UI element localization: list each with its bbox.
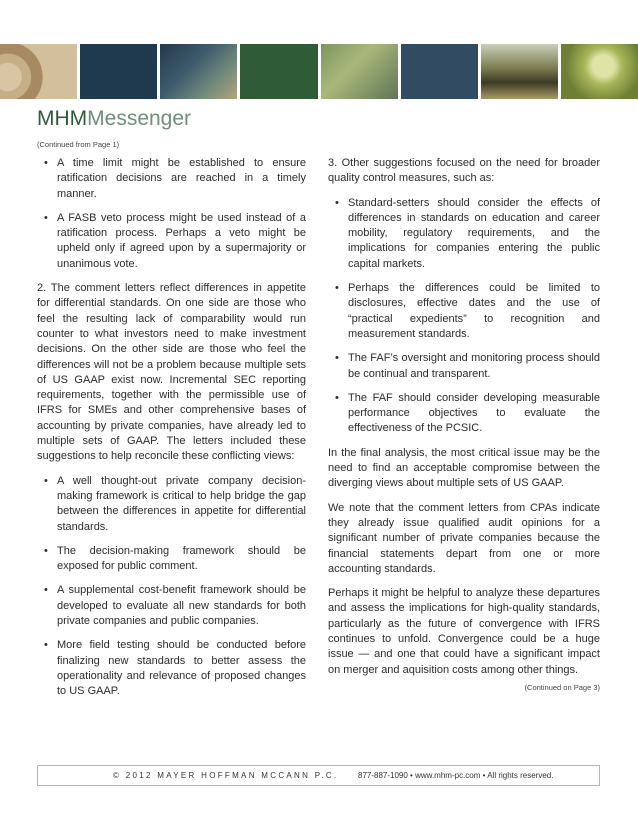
bullet-icon: • — [335, 282, 339, 295]
header-photo-banner — [0, 44, 638, 99]
newsletter-title — [37, 106, 191, 132]
bullet-text: The decision-making framework should be exposed for public comment. — [57, 544, 306, 573]
bullet-item — [328, 391, 600, 437]
bullet-text: The FAF should consider developing measurable performance objectives to evaluate the effectiveness of the PCSIC. — [348, 391, 600, 435]
bullet-icon: • — [335, 391, 339, 404]
bullet-item — [37, 156, 306, 202]
bullet-icon: • — [44, 211, 48, 224]
title-messenger: Messenger — [87, 107, 192, 130]
bullet-text: The FAF’s oversight and monitoring process should be continual and transparent. — [348, 352, 600, 380]
tree-photo — [481, 44, 558, 99]
page-footer — [37, 765, 600, 786]
paragraph: In the final analysis, the most critical issue may be the need to find an acceptable compromise between the diverging views about multiple sets of US GAAP. — [328, 446, 600, 490]
paragraph: 2. The comment letters reflect differences in appetite for differential standards. On one side are those who feel the resulting lack of comparability would run counter to what investors need to make investment decisions. On the other side are those who feel the differences will not be a problem because multiple sets of US GAAP exist now. Incremental SEC reporting requirements, together with the permissible use of IFRS for SMEs and other comprehensive bases of accounting by private companies, have already led to multiple sets of GAAP. The letters included these suggestions to help reconcile these conflicting views: — [37, 282, 306, 463]
paragraph: We note that the comment letters from CPAs indicate they already issue qualified audit opinions for a significant number of private companies because the financial statements depart from one or more accounting standards. — [328, 501, 600, 575]
wood-rings-photo — [0, 44, 77, 99]
title-mhm: MHM — [37, 107, 88, 130]
bullet-text: Perhaps the differences could be limited to disclosures, effective dates and the use of “practical expedients” to recognition and measurement standards. — [348, 282, 600, 340]
bullet-text: A supplemental cost-benefit framework should be developed to evaluate all new standards for both private companies and public companies. — [57, 584, 306, 628]
bullet-text: A FASB veto process might be used instead of a ratification process. Perhaps a veto might be upheld only if agreed upon by a supermajority or unanimous vote. — [57, 211, 306, 270]
bullet-text: More field testing should be conducted before finalizing new standards to better assess the operationality and relevance of proposed changes to US GAAP. — [57, 639, 306, 698]
bullet-text: A time limit might be established to ensure ratification decisions are reached in a timely manner. — [57, 157, 306, 200]
right-column — [328, 156, 600, 687]
left-column — [37, 156, 306, 709]
bullet-text: Standard-setters should consider the effects of differences in standards on education and career mobility, regulatory requirements, and the implications for companies entering the public capital markets. — [348, 196, 600, 270]
currency-photo — [321, 44, 398, 99]
paragraph: 3. Other suggestions focused on the need for broader quality control measures, such as: — [328, 157, 600, 185]
bullet-icon: • — [44, 544, 48, 557]
bullet-item — [37, 583, 306, 629]
bullet-item — [328, 281, 600, 342]
bullet-icon: • — [44, 639, 48, 652]
bullet-item — [37, 544, 306, 575]
bullet-icon: • — [335, 352, 339, 365]
banner-color-block — [240, 44, 317, 99]
banner-color-block — [401, 44, 478, 99]
bullet-icon: • — [44, 157, 48, 169]
bullet-text: A well thought-out private company decision-making framework is critical to help bridge the gap between the differences in appetite for differential standards. — [57, 474, 306, 533]
bullet-item — [328, 196, 600, 272]
bullet-icon: • — [44, 584, 48, 597]
footer-contact: 877-887-1090 • www.mhm-pc.com • All rights reserved. — [358, 771, 554, 780]
bullet-item — [37, 211, 306, 272]
bullet-icon: • — [44, 474, 48, 487]
bullet-item — [37, 638, 306, 699]
footer-copyright: © 2012 MAYER HOFFMAN MCCANN P.C. — [113, 771, 339, 780]
banner-color-block — [80, 44, 157, 99]
cards-photo — [160, 44, 237, 99]
bullet-item — [37, 474, 306, 535]
bullet-icon: • — [335, 196, 339, 209]
continued-on-note: (Continued on Page 3) — [524, 683, 600, 692]
leaf-photo — [561, 44, 638, 99]
bullet-item — [328, 351, 600, 382]
continued-from-note: (Continued from Page 1) — [37, 140, 120, 149]
paragraph: Perhaps it might be helpful to analyze these departures and assess the implications for high-quality standards, particularly as the future of convergence with IFRS continues to unfold. Convergence could be a huge issue — and one that could have a significant impact on merger and aquisition costs among other things. — [328, 587, 600, 676]
